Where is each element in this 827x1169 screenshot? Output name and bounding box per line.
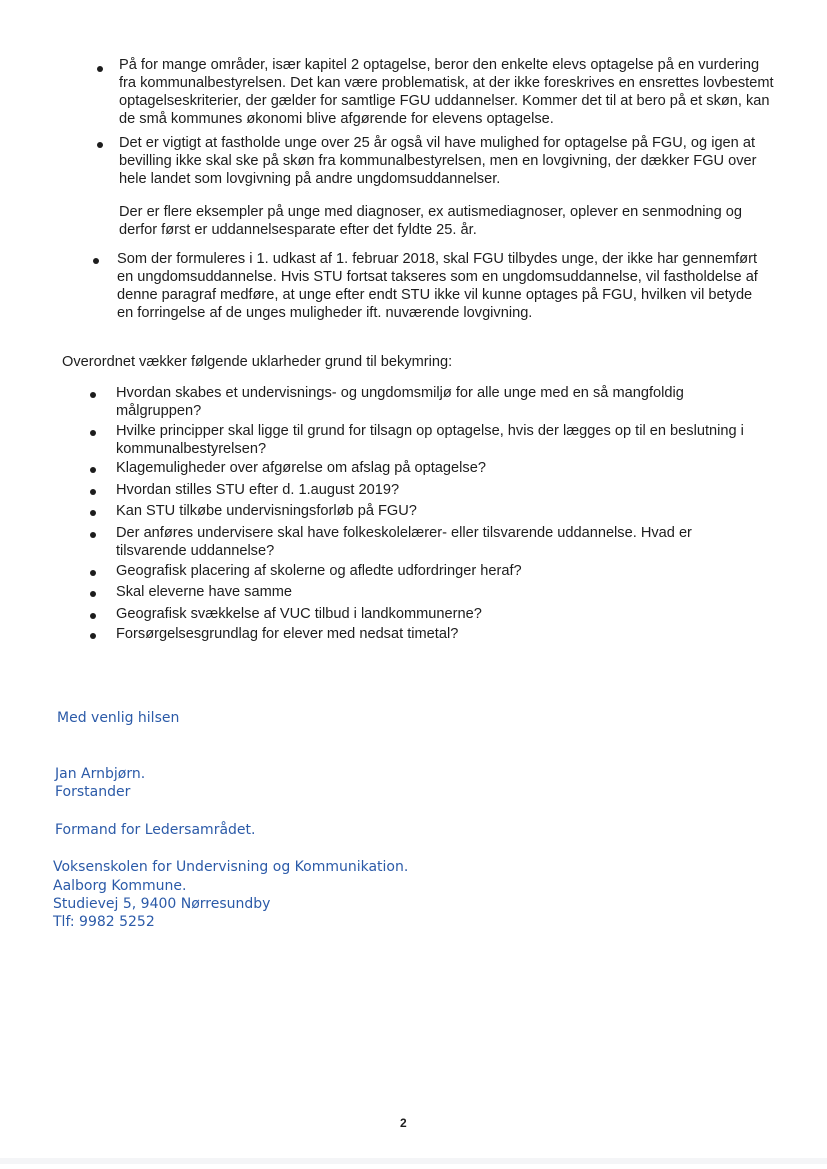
bullet-dot	[97, 142, 103, 148]
bullet-dot	[90, 510, 96, 516]
concern-item: Geografisk svækkelse af VUC tilbud i landkommunerne?	[116, 606, 482, 622]
concern-item: Forsørgelsesgrundlag for elever med nedsat timetal?	[116, 626, 459, 642]
bullet-text-2: Det er vigtigt at fastholde unge over 25 år også vil have mulighed for optagelse på FGU, og igen at bevilling ikke skal ske på skøn fra kommunalbestyrelsen, men en lovgivning, der dækker FGU over hele landet som lovgivning på andre ungdomsuddannelser.	[119, 135, 757, 187]
concern-item: Kan STU tilkøbe undervisningsforløb på FGU?	[116, 503, 417, 519]
signer-title: Forstander	[55, 784, 131, 800]
bullet-dot	[90, 532, 96, 538]
scan-edge	[0, 1158, 827, 1164]
bullet-text-1: På for mange områder, især kapitel 2 optagelse, beror den enkelte elevs optagelse på en vurdering fra kommunalbestyrelsen. Det kan være problematisk, at der ikke foreskrives en ensrettes lovbestemt optagelseskriterier, der gælder for samtlige FGU uddannelser. Kommer det til at bero på et skøn, kan de små kommunes økonomi blive afgørende for elevens optagelse.	[119, 57, 774, 127]
municipality: Aalborg Kommune.	[53, 878, 187, 894]
concern-item: Skal eleverne have samme	[116, 584, 293, 600]
signer-name: Jan Arnbjørn.	[55, 766, 146, 782]
greeting: Med venlig hilsen	[57, 710, 180, 726]
address: Studievej 5, 9400 Nørresundby	[53, 896, 271, 912]
concern-item: Hvilke principper skal ligge til grund for tilsagn op optagelse, hvis der lægges op til en beslutning i kommunalbestyrelsen?	[116, 423, 744, 457]
bullet-dot	[90, 489, 96, 495]
sub-paragraph: Der er flere eksempler på unge med diagnoser, ex autismediagnoser, oplever en senmodning og derfor først er uddannelsesparate efter det fyldte 25. år.	[119, 204, 743, 238]
bullet-dot	[97, 66, 103, 72]
organization: Voksenskolen for Undervisning og Kommunikation.	[53, 859, 409, 875]
bullet-dot	[90, 633, 96, 639]
bullet-dot	[90, 467, 96, 473]
bullet-dot	[90, 392, 96, 398]
bullet-dot	[90, 591, 96, 597]
concern-item: Hvordan skabes et undervisnings- og ungdomsmiljø for alle unge med en så mangfoldig målgruppen?	[116, 385, 684, 419]
concerns-intro: Overordnet vækker følgende uklarheder grund til bekymring:	[62, 354, 453, 370]
phone: Tlf: 9982 5252	[53, 914, 155, 930]
bullet-dot	[90, 613, 96, 619]
concern-item: Geografisk placering af skolerne og afledte udfordringer heraf?	[116, 563, 522, 579]
concern-item: Klagemuligheder over afgørelse om afslag på optagelse?	[116, 460, 486, 476]
bullet-dot	[90, 570, 96, 576]
concern-item: Hvordan stilles STU efter d. 1.august 2019?	[116, 482, 400, 498]
bullet-dot	[90, 430, 96, 436]
page-number: 2	[400, 1116, 407, 1130]
concern-item: Der anføres undervisere skal have folkeskolelærer- eller tilsvarende uddannelse. Hvad er tilsvarende uddannelse?	[116, 525, 692, 559]
bullet-dot	[93, 258, 99, 264]
bullet-text-3: Som der formuleres i 1. udkast af 1. februar 2018, skal FGU tilbydes unge, der ikke har gennemført en ungdomsuddannelse. Hvis STU fortsat takseres som en ungdomsuddannelse, vil fastholdelse af denne paragraf medføre, at unge efter endt STU ikke vil kunne optages på FGU, hvilken vil betyde en forringelse af de unges muligheder ift. nuværende lovgivning.	[117, 251, 758, 321]
signer-role: Formand for Ledersamrådet.	[55, 822, 256, 838]
